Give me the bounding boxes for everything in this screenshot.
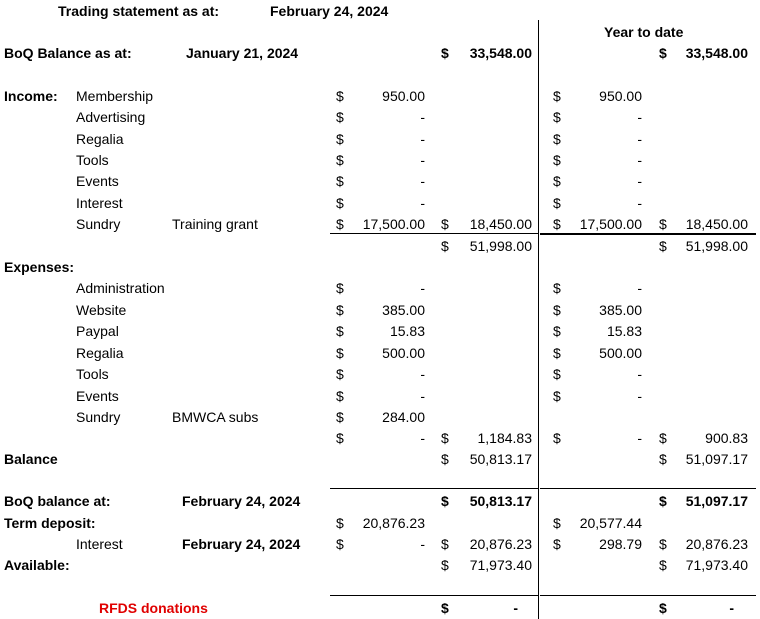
currency-sign: $ bbox=[336, 430, 344, 446]
income-item-period: - bbox=[420, 194, 425, 211]
currency-sign: $ bbox=[336, 536, 344, 552]
expenses-item-ytd: 15.83 bbox=[606, 323, 642, 339]
rfds-period: - bbox=[513, 600, 518, 616]
currency-sign: $ bbox=[336, 280, 344, 296]
expenses-item-ytd: - bbox=[637, 387, 642, 404]
currency-sign: $ bbox=[441, 536, 449, 552]
income-label: Income: bbox=[4, 88, 58, 104]
boq-opening-period: 33,548.00 bbox=[469, 45, 532, 61]
currency-sign: $ bbox=[441, 451, 449, 467]
currency-sign: $ bbox=[553, 301, 561, 318]
interest-ytd-total: 20,876.23 bbox=[685, 536, 748, 552]
rfds-ytd: - bbox=[729, 600, 734, 616]
currency-sign: $ bbox=[659, 493, 667, 509]
boq-closing-ytd: 51,097.17 bbox=[685, 493, 748, 509]
income-item-period: - bbox=[420, 109, 425, 126]
available-period: 71,973.40 bbox=[469, 557, 532, 573]
expenses-item-period: - bbox=[420, 387, 425, 404]
income-item-name: Sundry bbox=[76, 215, 121, 232]
available-label: Available: bbox=[4, 557, 70, 573]
currency-sign: $ bbox=[336, 215, 344, 232]
expenses-item-name: Events bbox=[76, 387, 119, 404]
currency-sign: $ bbox=[659, 238, 667, 254]
income-item-name: Regalia bbox=[76, 130, 124, 147]
currency-sign: $ bbox=[659, 45, 667, 61]
currency-sign: $ bbox=[441, 600, 449, 616]
currency-sign: $ bbox=[659, 451, 667, 467]
term-deposit-ytd: 20,577.44 bbox=[579, 515, 642, 531]
currency-sign: $ bbox=[336, 515, 344, 531]
boq-closing-date: February 24, 2024 bbox=[182, 493, 301, 509]
boq-closing-label: BoQ balance at: bbox=[4, 493, 111, 509]
currency-sign: $ bbox=[336, 130, 344, 147]
currency-sign: $ bbox=[441, 493, 449, 509]
expenses-item-name: Sundry bbox=[76, 409, 121, 425]
expenses-item-name: Website bbox=[76, 301, 127, 318]
currency-sign: $ bbox=[336, 88, 344, 104]
income-item-period: - bbox=[420, 130, 425, 147]
currency-sign: $ bbox=[553, 430, 561, 446]
currency-sign: $ bbox=[553, 387, 561, 404]
boq-opening-ytd: 33,548.00 bbox=[685, 45, 748, 61]
closing-rule bbox=[330, 488, 538, 489]
expenses-item-name: Paypal bbox=[76, 323, 119, 339]
expense-extra-ytd: - bbox=[637, 430, 642, 446]
currency-sign: $ bbox=[336, 151, 344, 168]
boq-closing-period: 50,813.17 bbox=[469, 493, 532, 509]
balance-ytd: 51,097.17 bbox=[685, 451, 748, 467]
term-deposit-label: Term deposit: bbox=[4, 515, 96, 531]
currency-sign: $ bbox=[659, 216, 667, 232]
income-item-name: Tools bbox=[76, 151, 109, 168]
currency-sign: $ bbox=[553, 215, 561, 232]
interest-ytd: 298.79 bbox=[599, 536, 642, 552]
currency-sign: $ bbox=[336, 109, 344, 126]
currency-sign: $ bbox=[659, 600, 667, 616]
income-item-ytd: - bbox=[637, 194, 642, 211]
balance-period: 50,813.17 bbox=[469, 451, 532, 467]
expenses-label: Expenses: bbox=[4, 259, 75, 275]
currency-sign: $ bbox=[553, 194, 561, 211]
income-item-ytd: - bbox=[637, 173, 642, 190]
expenses-item-period: 284.00 bbox=[382, 409, 425, 425]
income-item-name: Interest bbox=[76, 194, 123, 211]
currency-sign: $ bbox=[441, 216, 449, 232]
currency-sign: $ bbox=[553, 323, 561, 339]
currency-sign: $ bbox=[336, 387, 344, 404]
expenses-item-period: 385.00 bbox=[382, 301, 425, 318]
expense-extra-period: - bbox=[420, 430, 425, 446]
income-item-ytd: - bbox=[637, 130, 642, 147]
statement-date: February 24, 2024 bbox=[270, 3, 389, 19]
boq-opening-date: January 21, 2024 bbox=[186, 45, 299, 61]
expense-ytd-total: 900.83 bbox=[705, 430, 748, 446]
currency-sign: $ bbox=[553, 366, 561, 382]
income-item-note: Training grant bbox=[172, 215, 258, 232]
currency-sign: $ bbox=[336, 409, 344, 425]
income-item-ytd: - bbox=[637, 109, 642, 126]
boq-opening-label: BoQ Balance as at: bbox=[4, 45, 132, 61]
rfds-rule-ytd bbox=[540, 595, 756, 596]
closing-rule-ytd bbox=[540, 488, 756, 489]
expenses-item-ytd: - bbox=[637, 280, 642, 296]
currency-sign: $ bbox=[553, 130, 561, 147]
currency-sign: $ bbox=[553, 515, 561, 531]
currency-sign: $ bbox=[336, 323, 344, 339]
currency-sign: $ bbox=[336, 173, 344, 190]
income-rule-ytd bbox=[540, 233, 756, 235]
available-ytd: 71,973.40 bbox=[685, 557, 748, 573]
interest-label: Interest bbox=[76, 536, 123, 552]
currency-sign: $ bbox=[441, 238, 449, 254]
expenses-item-period: - bbox=[420, 280, 425, 296]
currency-sign: $ bbox=[336, 344, 344, 361]
rfds-label: RFDS donations bbox=[99, 600, 208, 616]
income-period-total: 18,450.00 bbox=[469, 216, 532, 232]
income-item-ytd: 17,500.00 bbox=[579, 215, 642, 232]
income-item-name: Advertising bbox=[76, 109, 146, 126]
expenses-item-ytd: 385.00 bbox=[599, 301, 642, 318]
currency-sign: $ bbox=[659, 557, 667, 573]
currency-sign: $ bbox=[336, 366, 344, 382]
currency-sign: $ bbox=[553, 151, 561, 168]
income-period-running: 51,998.00 bbox=[469, 238, 532, 254]
statement-title: Trading statement as at: bbox=[58, 3, 220, 19]
interest-period-total: 20,876.23 bbox=[469, 536, 532, 552]
expenses-item-ytd: 500.00 bbox=[599, 344, 642, 361]
currency-sign: $ bbox=[659, 430, 667, 446]
expenses-item-note: BMWCA subs bbox=[172, 409, 259, 425]
currency-sign: $ bbox=[553, 280, 561, 296]
expense-period-total: 1,184.83 bbox=[477, 430, 532, 446]
expenses-item-name: Tools bbox=[76, 366, 109, 382]
interest-date: February 24, 2024 bbox=[182, 536, 301, 552]
income-item-period: 950.00 bbox=[382, 88, 425, 104]
currency-sign: $ bbox=[441, 45, 449, 61]
currency-sign: $ bbox=[553, 536, 561, 552]
income-ytd-running: 51,998.00 bbox=[685, 238, 748, 254]
income-rule bbox=[330, 233, 538, 234]
currency-sign: $ bbox=[336, 301, 344, 318]
currency-sign: $ bbox=[553, 88, 561, 104]
expenses-item-ytd: - bbox=[637, 366, 642, 382]
expenses-item-period: 500.00 bbox=[382, 344, 425, 361]
term-deposit-period: 20,876.23 bbox=[362, 515, 425, 531]
income-item-ytd: 950.00 bbox=[599, 88, 642, 104]
rfds-rule bbox=[330, 595, 538, 596]
currency-sign: $ bbox=[336, 194, 344, 211]
currency-sign: $ bbox=[441, 557, 449, 573]
expenses-item-name: Regalia bbox=[76, 344, 124, 361]
income-item-period: 17,500.00 bbox=[362, 215, 425, 232]
currency-sign: $ bbox=[553, 109, 561, 126]
income-item-name: Membership bbox=[76, 88, 154, 104]
expenses-item-name: Administration bbox=[76, 280, 165, 296]
currency-sign: $ bbox=[441, 430, 449, 446]
expenses-item-period: - bbox=[420, 366, 425, 382]
expenses-item-period: 15.83 bbox=[389, 323, 425, 339]
currency-sign: $ bbox=[553, 344, 561, 361]
income-item-period: - bbox=[420, 173, 425, 190]
income-item-name: Events bbox=[76, 173, 119, 190]
income-ytd-total: 18,450.00 bbox=[685, 216, 748, 232]
column-divider bbox=[538, 20, 539, 619]
balance-label: Balance bbox=[4, 451, 58, 467]
currency-sign: $ bbox=[659, 536, 667, 552]
income-item-ytd: - bbox=[637, 151, 642, 168]
interest-period: - bbox=[420, 536, 425, 552]
income-item-period: - bbox=[420, 151, 425, 168]
ytd-heading: Year to date bbox=[604, 24, 684, 40]
currency-sign: $ bbox=[553, 173, 561, 190]
